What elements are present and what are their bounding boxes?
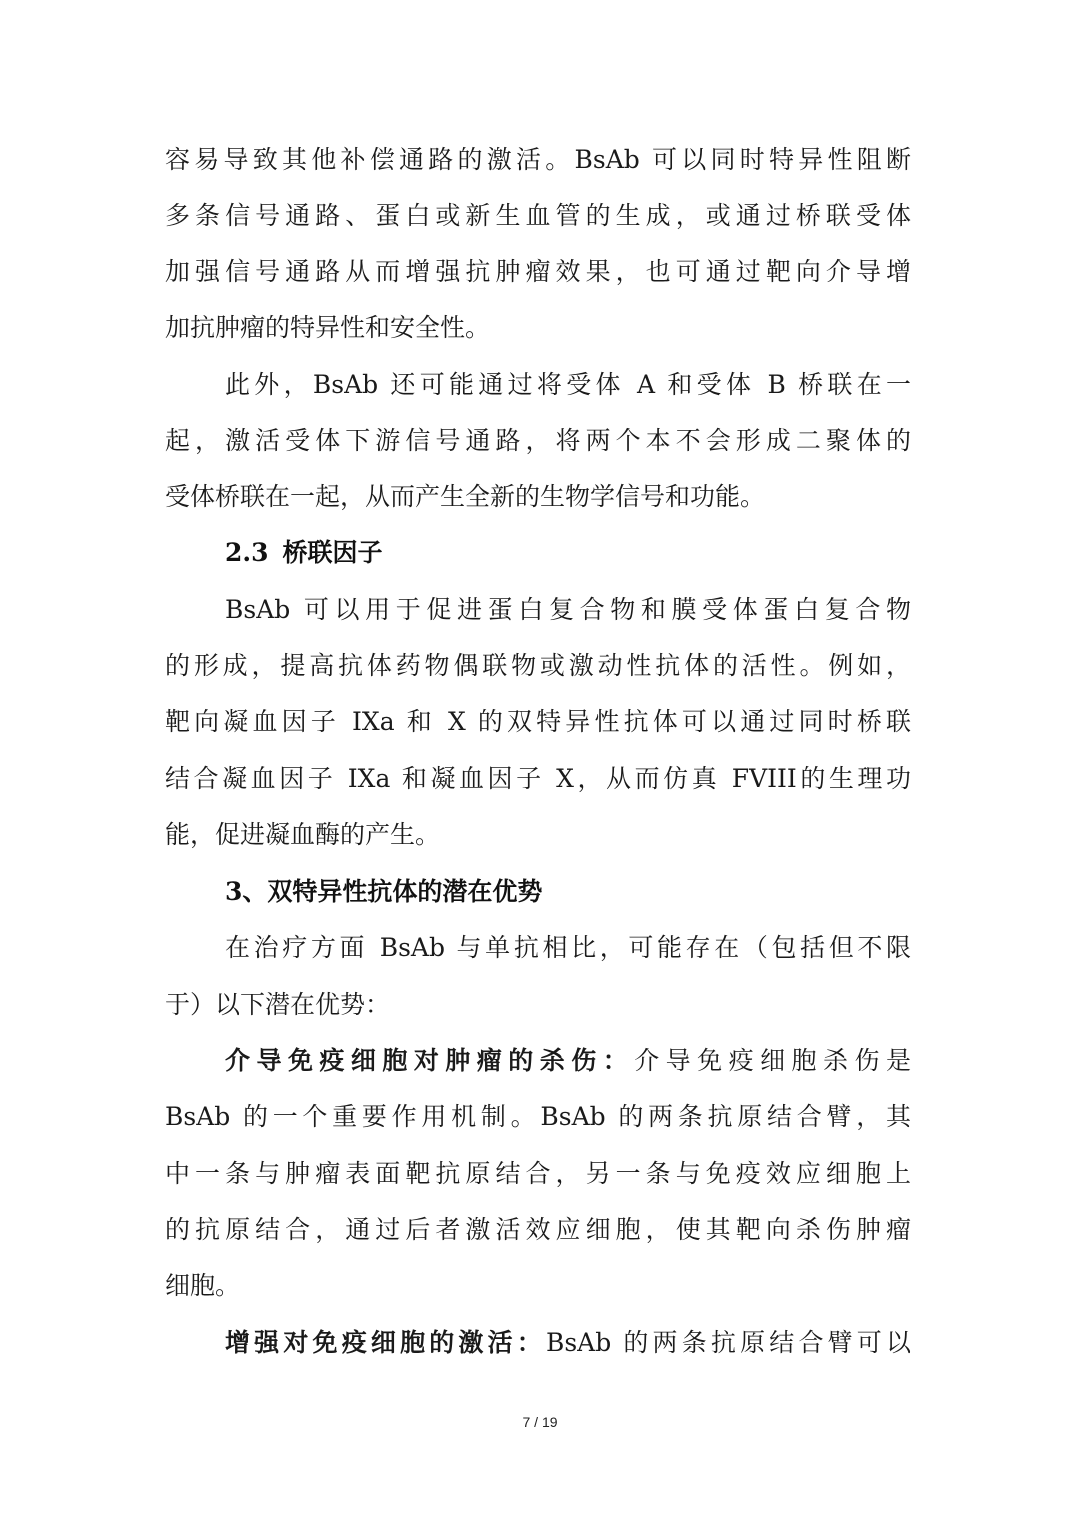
paragraph-line: 受体桥联在一起，从而产生全新的生物学信号和功能。 xyxy=(165,482,766,511)
paragraph-line: 容易导致其他补偿通路的激活。BsAb 可以同时特异性阻断 xyxy=(165,145,911,174)
paragraph-text: 介导免疫细胞杀伤是 xyxy=(634,1046,911,1075)
paragraph-line: 此外，BsAb 还可能通过将受体 A 和受体 B 桥联在一 xyxy=(225,370,911,399)
paragraph-line: 的抗原结合，通过后者激活效应细胞，使其靶向杀伤肿瘤 xyxy=(165,1215,911,1244)
paragraph-line: 加强信号通路从而增强抗肿瘤效果，也可通过靶向介导增 xyxy=(165,257,911,286)
paragraph-text: BsAb 的两条抗原结合臂可以 xyxy=(545,1328,911,1357)
bold-lead: 增强对免疫细胞的激活： xyxy=(225,1328,546,1357)
paragraph-line: 靶向凝血因子 IXa 和 X 的双特异性抗体可以通过同时桥联 xyxy=(165,707,911,736)
paragraph-line: 能，促进凝血酶的产生。 xyxy=(165,820,441,849)
paragraph-line: 在治疗方面 BsAb 与单抗相比，可能存在（包括但不限 xyxy=(225,933,911,962)
section-number: 2.3 xyxy=(225,538,269,567)
paragraph-line: 结合凝血因子 IXa 和凝血因子 X，从而仿真 FVIII的生理功 xyxy=(165,764,911,793)
section-heading-3: 3、双特异性抗体的潜在优势 xyxy=(225,877,543,906)
section-title: 桥联因子 xyxy=(282,538,383,567)
paragraph-line xyxy=(225,1041,911,1081)
paragraph-line: BsAb 的一个重要作用机制。BsAb 的两条抗原结合臂，其 xyxy=(165,1102,911,1131)
paragraph-line xyxy=(225,1323,911,1363)
paragraph-line: 于）以下潜在优势： xyxy=(165,990,391,1019)
paragraph-line: 起，激活受体下游信号通路，将两个本不会形成二聚体的 xyxy=(165,426,911,455)
page-number: 7 / 19 xyxy=(522,1414,558,1430)
paragraph-line: 的形成，提高抗体药物偶联物或激动性抗体的活性。例如， xyxy=(165,651,911,680)
paragraph-line: 细胞。 xyxy=(165,1271,241,1300)
paragraph-line: 多条信号通路、蛋白或新生血管的生成，或通过桥联受体 xyxy=(165,201,911,230)
section-heading-2-3 xyxy=(225,533,383,573)
paragraph-line: BsAb 可以用于促进蛋白复合物和膜受体蛋白复合物 xyxy=(225,595,911,624)
bold-lead: 介导免疫细胞对肿瘤的杀伤： xyxy=(225,1046,635,1075)
paragraph-line: 加抗肿瘤的特异性和安全性。 xyxy=(165,313,491,342)
paragraph-line: 中一条与肿瘤表面靶抗原结合，另一条与免疫效应细胞上 xyxy=(165,1159,911,1188)
